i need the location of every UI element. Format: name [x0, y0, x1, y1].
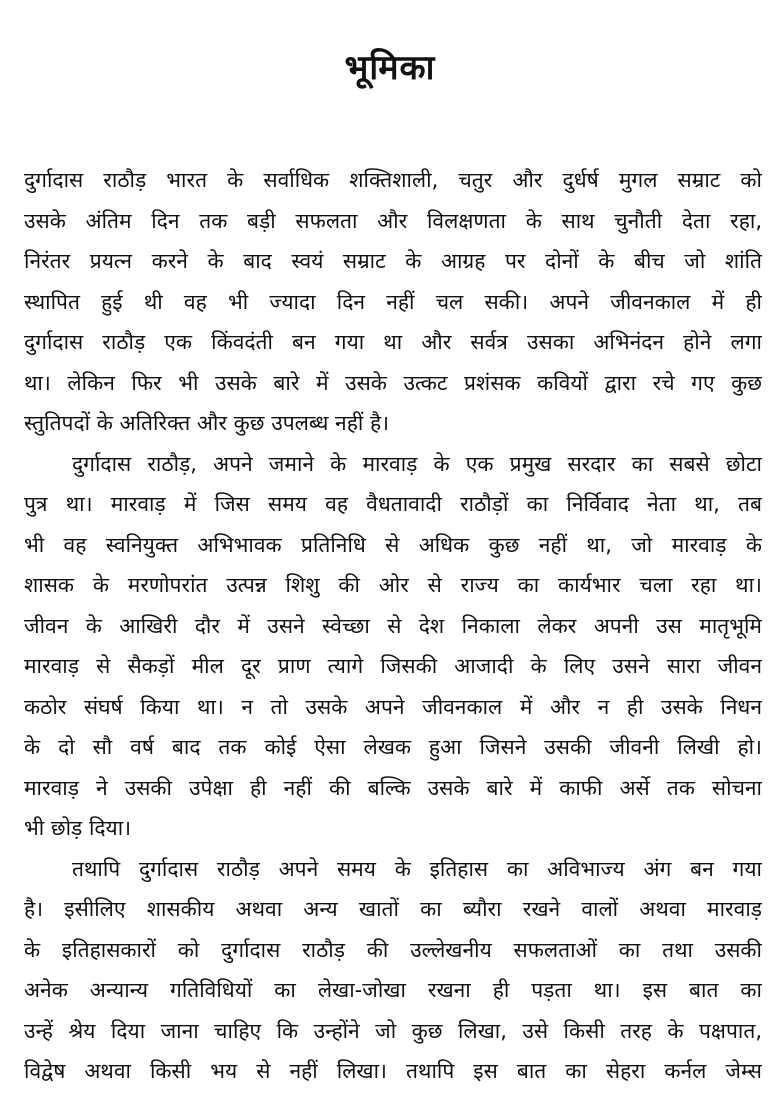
- text-line: शासक के मरणोपरांत उत्पन्न शिशु की ओर से राज्य का कार्यभार चला रहा था।: [24, 573, 762, 597]
- text-line: दुर्गादास राठौड़, अपने जमाने के मारवाड़ के एक प्रमुख सरदार का सबसे छोटा: [72, 451, 762, 476]
- text-line: स्थापित हुई थी वह भी ज्यादा दिन नहीं चल सकी। अपने जीवनकाल में ही: [24, 289, 762, 314]
- text-line: कठोर संघर्ष किया था। न तो उसके अपने जीवनकाल में और न ही उसके निधन: [24, 694, 762, 719]
- text-line: तथापि दुर्गादास राठौड़ अपने समय के इतिहास का अविभाज्य अंग बन गया: [72, 856, 762, 881]
- text-line: स्तुतिपदों के अतिरिक्त और कुछ उपलब्ध नहीं है।: [24, 411, 390, 435]
- text-line: मारवाड़ से सैकड़ों मील दूर प्राण त्यागे जिसकी आजादी के लिए उसने सारा जीवन: [24, 654, 762, 678]
- text-line: था। लेकिन फिर भी उसके बारे में उसके उत्कट प्रशंसक कवियों द्वारा रचे गए कुछ: [24, 370, 762, 395]
- text-line: के दो सौ वर्ष बाद तक कोई ऐसा लेखक हुआ जिसने उसकी जीवनी लिखी हो।: [24, 735, 762, 759]
- paragraph-1: [24, 160, 762, 444]
- paragraph-3: [24, 849, 762, 1092]
- text-line: उन्हें श्रेय दिया जाना चाहिए कि उन्होंने जो कुछ लिखा, उसे किसी तरह के पक्षपात,: [24, 1018, 762, 1043]
- text-line: भी वह स्वनियुक्त अभिभावक प्रतिनिधि से अधिक कुछ नहीं था, जो मारवाड़ के: [24, 532, 762, 557]
- paragraph-2: [24, 444, 762, 849]
- text-line: दुर्गादास राठौड़ भारत के सर्वाधिक शक्तिशाली, चतुर और दुर्धर्ष मुगल सम्राट को: [24, 168, 762, 192]
- text-line: है। इसीलिए शासकीय अथवा अन्य खातों का ब्यौरा रखने वालों अथवा मारवाड़: [24, 897, 762, 921]
- text-line: उसके अंतिम दिन तक बड़ी सफलता और विलक्षणता के साथ चुनौती देता रहा,: [24, 208, 762, 233]
- text-line: मारवाड़ ने उसकी उपेक्षा ही नहीं की बल्कि उसके बारे में काफी अर्से तक सोचना: [24, 775, 762, 800]
- text-line: दुर्गादास राठौड़ एक किंवदंती बन गया था और सर्वत्र उसका अभिनंदन होने लगा: [24, 330, 762, 354]
- page-title: भूमिका: [344, 48, 436, 88]
- text-line: जीवन के आखिरी दौर में उसने स्वेच्छा से देश निकाला लेकर अपनी उस मातृभूमि: [24, 613, 762, 638]
- text-line: भी छोड़ दिया।: [24, 816, 132, 840]
- text-line: अनेक अन्यान्य गतिविधियों का लेखा-जोखा रखना ही पड़ता था। इस बात का: [24, 978, 762, 1002]
- body-text: [24, 160, 762, 1092]
- text-line: निरंतर प्रयत्न करने के बाद स्वयं सम्राट के आग्रह पर दोनों के बीच जो शांति: [24, 249, 762, 273]
- text-line: पुत्र था। मारवाड़ में जिस समय वह वैधतावादी राठौड़ों का निर्विवाद नेता था, तब: [24, 492, 762, 516]
- text-line: के इतिहासकारों को दुर्गादास राठौड़ की उल्लेखनीय सफलताओं का तथा उसकी: [24, 937, 762, 962]
- text-line: विद्वेष अथवा किसी भय से नहीं लिखा। तथापि इस बात का सेहरा कर्नल जेम्स: [24, 1059, 762, 1083]
